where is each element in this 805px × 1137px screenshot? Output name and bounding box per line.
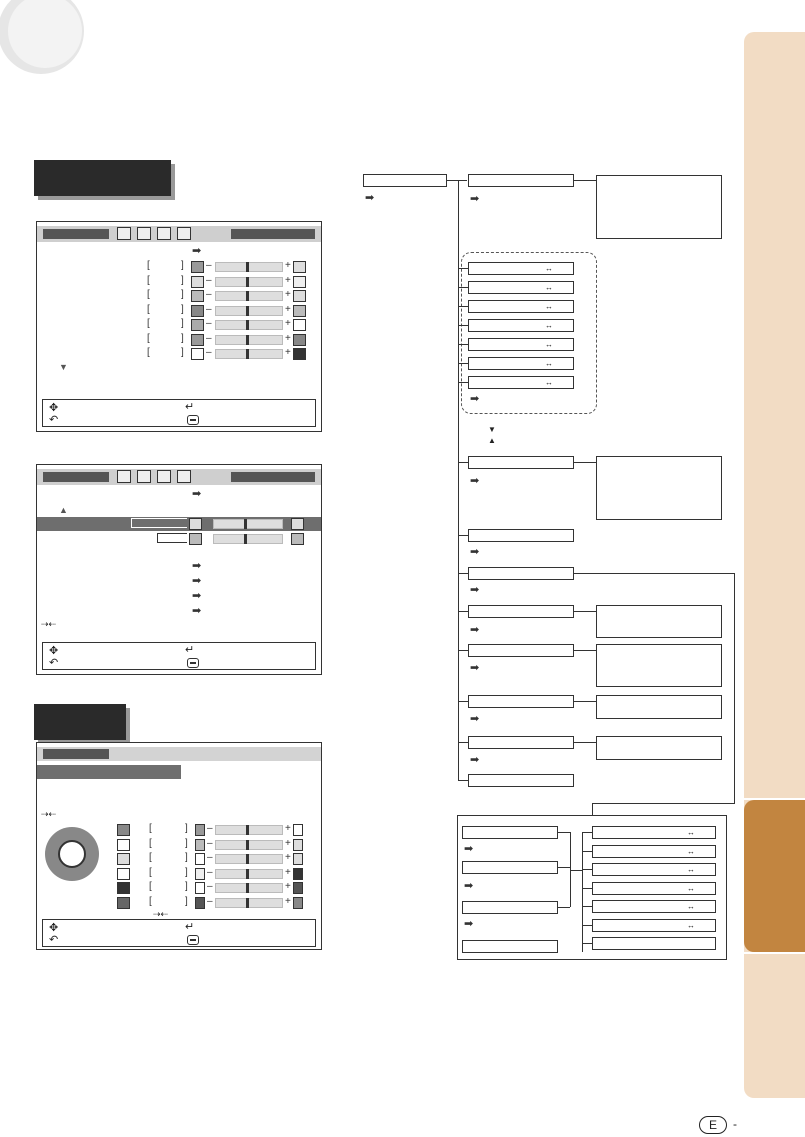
osd-panel-1	[36, 221, 322, 432]
navigate-4way-icon: ✥	[49, 402, 59, 414]
minus-icon[interactable]: –	[206, 260, 212, 271]
submenu-adjust-item[interactable]	[592, 863, 716, 876]
slider-thumb[interactable]	[246, 291, 249, 301]
selected-row-highlight[interactable]	[37, 517, 321, 531]
bracket-open: [	[147, 260, 150, 271]
color-icon	[195, 868, 205, 880]
options-tab-icon[interactable]	[157, 470, 171, 483]
connector	[582, 888, 592, 889]
menu-tab-right	[231, 229, 315, 239]
arrow-right-icon: ➡	[192, 488, 202, 500]
bracket-close: ]	[185, 881, 188, 892]
adjust-slider[interactable]	[215, 883, 283, 893]
bracket-close: ]	[185, 823, 188, 834]
setting-icon	[191, 305, 204, 317]
color-swatch	[117, 839, 130, 851]
minus-icon[interactable]: –	[207, 823, 213, 834]
section-label-1	[34, 160, 171, 196]
plus-icon[interactable]: +	[285, 866, 291, 878]
panel-header-bar	[37, 747, 321, 761]
scroll-down-icon: ▼	[488, 425, 496, 434]
enter-icon: ↵	[185, 401, 195, 413]
bracket-close: ]	[185, 837, 188, 849]
setting-icon	[293, 290, 306, 302]
submenu-adjust-item[interactable]	[592, 845, 716, 858]
slider-thumb[interactable]	[246, 277, 249, 287]
scroll-down-icon[interactable]: ▼	[59, 362, 68, 372]
setting-icon	[293, 334, 306, 346]
arrow-right-icon: ➡	[470, 754, 480, 766]
move-icon: ⇢⇠	[41, 809, 57, 819]
bracket-open: [	[147, 274, 150, 286]
setting-icon	[191, 348, 204, 360]
slider-thumb[interactable]	[246, 335, 249, 345]
adjustment-row[interactable]	[37, 289, 321, 303]
return-icon: ↶	[49, 414, 59, 426]
arrow-right-icon: ➡	[470, 624, 480, 636]
bracket-open: [	[147, 289, 150, 300]
arrow-right-icon: ➡	[470, 475, 480, 487]
color-icon	[293, 853, 303, 865]
minus-icon[interactable]: –	[207, 895, 213, 907]
bracket-close: ]	[181, 303, 184, 315]
double-arrow-icon: ↔	[545, 302, 553, 311]
adjustment-row[interactable]	[37, 333, 321, 347]
arrow-right-icon: ➡	[192, 605, 202, 617]
setting-icon	[293, 305, 306, 317]
double-arrow-icon: ↔	[687, 883, 695, 893]
adjust-slider[interactable]	[215, 262, 283, 272]
adjust-slider[interactable]	[215, 898, 283, 908]
minus-icon[interactable]: –	[206, 274, 212, 286]
submenu-adjust-item[interactable]	[592, 826, 716, 839]
double-arrow-icon: ↔	[545, 378, 553, 387]
arrow-right-icon: ➡	[470, 546, 480, 558]
color-icon	[293, 824, 303, 836]
color-swatch	[117, 897, 130, 909]
arrow-right-icon: ➡	[464, 843, 474, 855]
color-swatch	[117, 824, 130, 836]
plus-icon[interactable]: +	[285, 823, 291, 834]
minus-icon[interactable]: –	[206, 318, 212, 329]
color-swatch	[117, 868, 130, 880]
nav-help-box	[42, 399, 316, 427]
slider-thumb[interactable]	[246, 840, 249, 850]
double-arrow-icon: ↔	[545, 283, 553, 292]
connector	[582, 851, 592, 852]
move-icon: ⇢⇠	[153, 909, 169, 919]
minus-icon[interactable]: –	[207, 837, 213, 849]
arrow-right-icon: ➡	[192, 560, 202, 572]
minus-icon[interactable]: –	[206, 332, 212, 344]
fine-sync-tab-icon[interactable]	[137, 470, 151, 483]
connector	[582, 832, 592, 833]
selected-row-value	[131, 518, 187, 528]
bracket-close: ]	[181, 289, 184, 300]
arrow-right-icon: ➡	[470, 662, 480, 674]
plus-icon[interactable]: +	[285, 881, 291, 892]
plus-icon[interactable]: +	[285, 852, 291, 863]
slider-thumb[interactable]	[246, 306, 249, 316]
bracket-close: ]	[181, 332, 184, 344]
minus-icon[interactable]: –	[207, 881, 213, 892]
fine-sync-tab-icon[interactable]	[137, 227, 151, 240]
setting-icon	[293, 261, 306, 273]
menu-tab-right	[231, 472, 315, 482]
enter-icon: ↵	[185, 644, 195, 656]
setting-icon	[293, 348, 306, 360]
menu-tab-left	[43, 749, 109, 759]
menu-button-icon	[187, 658, 199, 668]
adjust-slider[interactable]	[215, 825, 283, 835]
color-swatch	[117, 853, 130, 865]
nav-help-box	[42, 642, 316, 670]
arrow-right-icon: ➡	[192, 575, 202, 587]
color-adjust-rows	[37, 823, 321, 913]
arrow-right-icon: ➡	[464, 918, 474, 930]
menu-button-icon	[187, 415, 199, 425]
arrow-right-icon: ➡	[464, 880, 474, 892]
minus-icon[interactable]: –	[207, 852, 213, 863]
adjustment-row[interactable]	[37, 275, 321, 289]
setting-icon	[191, 290, 204, 302]
bracket-open: [	[147, 332, 150, 344]
enter-icon: ↵	[185, 921, 195, 933]
arrow-right-icon: ➡	[470, 584, 480, 596]
plus-icon[interactable]: +	[285, 347, 291, 358]
adjust-slider[interactable]	[213, 534, 283, 544]
bracket-close: ]	[185, 852, 188, 863]
color-swatch	[117, 882, 130, 894]
slider-thumb[interactable]	[246, 883, 249, 893]
slider-thumb[interactable]	[246, 349, 249, 359]
adjust-slider[interactable]	[215, 854, 283, 864]
return-icon: ↶	[49, 934, 59, 946]
submenu-adjust-items	[360, 160, 740, 960]
submenu-adjust-item[interactable]	[592, 937, 716, 950]
setting-icon	[191, 261, 204, 273]
bracket-open: [	[147, 347, 150, 358]
selected-menu-item[interactable]	[37, 765, 181, 779]
minus-icon[interactable]: –	[207, 866, 213, 878]
setting-icon	[293, 319, 306, 331]
connector	[582, 925, 592, 926]
bracket-close: ]	[181, 260, 184, 271]
plus-icon[interactable]: +	[285, 303, 291, 315]
slider-thumb[interactable]	[246, 869, 249, 879]
color-icon	[291, 518, 304, 530]
picture-tab-icon[interactable]	[117, 470, 131, 483]
color-icon	[293, 897, 303, 909]
setting-icon	[191, 334, 204, 346]
plus-icon[interactable]: +	[285, 260, 291, 271]
navigate-4way-icon: ✥	[49, 922, 59, 934]
slider-thumb[interactable]	[246, 262, 249, 272]
osd-panel-2	[36, 464, 322, 675]
return-icon: ↶	[49, 657, 59, 669]
bracket-open: [	[149, 881, 152, 892]
language-marker: E	[699, 1116, 727, 1134]
scroll-up-icon[interactable]: ▲	[59, 505, 68, 515]
bracket-open: [	[149, 852, 152, 863]
adjust-slider[interactable]	[215, 306, 283, 316]
side-tab-active	[744, 800, 805, 952]
scroll-up-icon: ▲	[488, 436, 496, 445]
options-tab-icon[interactable]	[157, 227, 171, 240]
slider-thumb[interactable]	[246, 825, 249, 835]
option-icon	[291, 533, 304, 545]
arrow-right-icon: ➡	[192, 590, 202, 602]
adjustment-rows	[37, 260, 321, 360]
arrow-right-icon: ➡	[470, 193, 480, 205]
panel-menu-bar	[37, 469, 321, 485]
bracket-close: ]	[185, 895, 188, 907]
menu-button-icon	[187, 935, 199, 945]
move-icon: ⇢⇠	[41, 619, 57, 629]
navigate-4way-icon: ✥	[49, 645, 59, 657]
osd-panel-3	[36, 742, 322, 950]
adjustment-row[interactable]	[37, 304, 321, 318]
color-icon	[189, 518, 202, 530]
color-icon	[293, 882, 303, 894]
slider-thumb[interactable]	[246, 854, 249, 864]
plus-icon[interactable]: +	[285, 274, 291, 286]
plus-icon[interactable]: +	[285, 895, 291, 907]
connector	[582, 869, 592, 870]
submenu-adjust-item[interactable]	[592, 900, 716, 913]
color-adjust-row[interactable]	[37, 867, 321, 881]
color-icon	[195, 839, 205, 851]
double-arrow-icon: ↔	[687, 920, 695, 930]
plus-icon[interactable]: +	[285, 332, 291, 344]
setting-icon	[293, 276, 306, 288]
plus-icon[interactable]: +	[285, 837, 291, 849]
page-dash: -	[733, 1117, 737, 1131]
adjustment-row[interactable]	[37, 318, 321, 332]
double-arrow-icon: ↔	[545, 359, 553, 368]
color-icon	[195, 853, 205, 865]
arrow-right-icon: ➡	[470, 393, 480, 405]
menu-tree	[360, 160, 740, 960]
minus-icon[interactable]: –	[206, 347, 212, 358]
color-icon	[195, 824, 205, 836]
color-icon	[293, 839, 303, 851]
double-arrow-icon: ↔	[687, 846, 695, 856]
minus-icon[interactable]: –	[206, 289, 212, 300]
double-arrow-icon: ↔	[545, 321, 553, 330]
bracket-open: [	[149, 823, 152, 834]
connector	[582, 943, 592, 944]
bracket-open: [	[149, 895, 152, 907]
bracket-open: [	[147, 318, 150, 329]
adjust-slider[interactable]	[215, 335, 283, 345]
bracket-close: ]	[181, 274, 184, 286]
double-arrow-icon: ↔	[545, 340, 553, 349]
menu-tab-left	[43, 229, 109, 239]
submenu-adjust-item[interactable]	[592, 919, 716, 932]
adjust-slider[interactable]	[215, 349, 283, 359]
adjustment-row[interactable]	[37, 347, 321, 361]
bracket-open: [	[149, 866, 152, 878]
adjust-slider[interactable]	[213, 519, 283, 529]
bracket-open: [	[147, 303, 150, 315]
setting-icon	[191, 319, 204, 331]
menu-tab-left	[43, 472, 109, 482]
bracket-close: ]	[181, 347, 184, 358]
adjust-slider[interactable]	[215, 869, 283, 879]
arrow-right-icon: ➡	[470, 713, 480, 725]
color-adjust-row[interactable]	[37, 823, 321, 837]
panel-menu-bar	[37, 226, 321, 242]
connector	[582, 906, 592, 907]
picture-tab-icon[interactable]	[117, 227, 131, 240]
color-icon	[195, 897, 205, 909]
color-icon	[195, 882, 205, 894]
side-tab-divider	[744, 952, 805, 954]
setup-tab-icon[interactable]	[177, 470, 191, 483]
row-value	[157, 533, 187, 543]
double-arrow-icon: ↔	[545, 264, 553, 273]
adjustment-row[interactable]	[37, 532, 321, 546]
submenu-adjust-item[interactable]	[592, 882, 716, 895]
double-arrow-icon: ↔	[687, 902, 695, 911]
plus-icon[interactable]: +	[285, 289, 291, 300]
arrow-right-icon: ➡	[365, 192, 375, 204]
setup-tab-icon[interactable]	[177, 227, 191, 240]
color-adjust-row[interactable]	[37, 852, 321, 866]
adjust-slider[interactable]	[215, 320, 283, 330]
double-arrow-icon: ↔	[687, 828, 695, 837]
color-adjust-row[interactable]	[37, 896, 321, 910]
adjust-slider[interactable]	[215, 277, 283, 287]
plus-icon[interactable]: +	[285, 318, 291, 329]
option-icon	[189, 533, 202, 545]
double-arrow-icon: ↔	[687, 865, 695, 874]
color-adjust-row[interactable]	[37, 881, 321, 895]
adjust-slider[interactable]	[215, 840, 283, 850]
section-label-2	[34, 704, 126, 740]
color-icon	[293, 868, 303, 880]
bracket-close: ]	[181, 318, 184, 329]
adjustment-row[interactable]	[37, 260, 321, 274]
slider-thumb[interactable]	[246, 320, 249, 330]
nav-help-box	[42, 919, 316, 947]
minus-icon[interactable]: –	[206, 303, 212, 315]
color-adjust-row[interactable]	[37, 838, 321, 852]
bracket-close: ]	[185, 866, 188, 878]
arrow-right-icon: ➡	[192, 245, 202, 257]
slider-thumb[interactable]	[246, 898, 249, 908]
bracket-open: [	[149, 837, 152, 849]
setting-icon	[191, 276, 204, 288]
adjust-slider[interactable]	[215, 291, 283, 301]
